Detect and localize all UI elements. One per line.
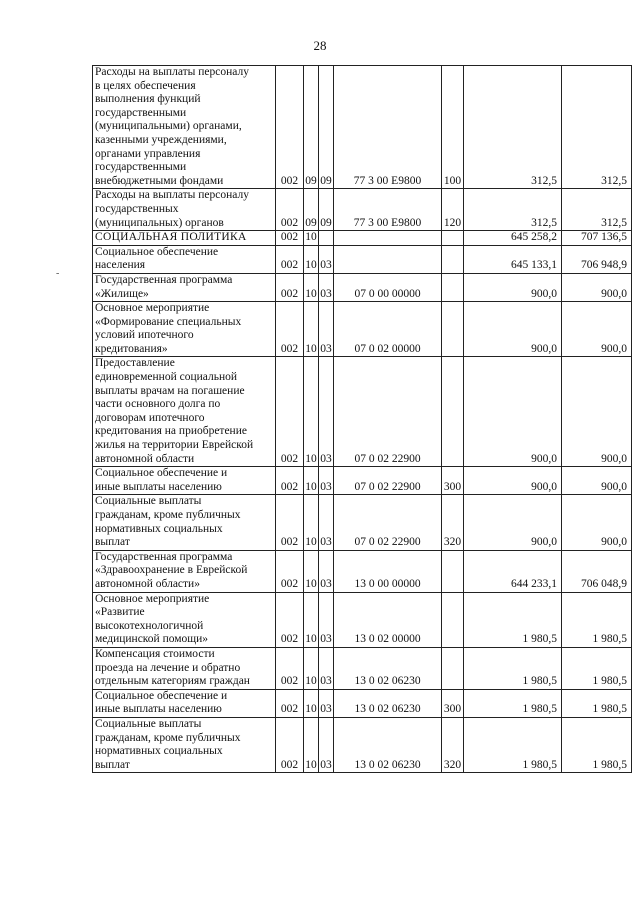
row-name: Расходы на выплаты персоналу в целях обеспечения выполнения функций государственными (муниципальными) органами, казенными учреждениями, органами управления государственными внебюджетными фондами — [93, 66, 276, 189]
ministry-code: 002 — [276, 550, 304, 592]
section-code: 10 — [304, 302, 319, 357]
ministry-code: 002 — [276, 66, 304, 189]
subsection-code: 09 — [319, 189, 334, 231]
target-article-code: 13 0 02 06230 — [334, 647, 442, 689]
expense-type-code: 120 — [442, 189, 464, 231]
row-name: Социальное обеспечение и иные выплаты населению — [93, 467, 276, 495]
expense-type-code — [442, 302, 464, 357]
row-name: Социальное обеспечение и иные выплаты населению — [93, 689, 276, 717]
table-row — [93, 717, 632, 772]
table-row — [93, 647, 632, 689]
amount-year-2: 1 980,5 — [562, 647, 632, 689]
target-article-code: 07 0 02 00000 — [334, 302, 442, 357]
amount-year-1: 644 233,1 — [464, 550, 562, 592]
row-name: Компенсация стоимости проезда на лечение и обратно отдельным категориям граждан — [93, 647, 276, 689]
amount-year-1: 900,0 — [464, 495, 562, 550]
row-name: Социальные выплаты гражданам, кроме публичных нормативных социальных выплат — [93, 495, 276, 550]
expense-type-code: 320 — [442, 717, 464, 772]
table-body — [93, 66, 632, 773]
target-article-code — [334, 245, 442, 273]
amount-year-1: 900,0 — [464, 357, 562, 467]
subsection-code: 03 — [319, 592, 334, 647]
expense-type-code: 300 — [442, 689, 464, 717]
subsection-code: 03 — [319, 245, 334, 273]
subsection-code: 03 — [319, 717, 334, 772]
expense-type-code: 320 — [442, 495, 464, 550]
row-name: Социальное обеспечение населения — [93, 245, 276, 273]
expense-type-code — [442, 647, 464, 689]
table-row — [93, 592, 632, 647]
amount-year-1: 645 133,1 — [464, 245, 562, 273]
ministry-code: 002 — [276, 689, 304, 717]
amount-year-2: 1 980,5 — [562, 689, 632, 717]
table-row — [93, 189, 632, 231]
amount-year-2: 900,0 — [562, 467, 632, 495]
target-article-code: 13 0 02 06230 — [334, 717, 442, 772]
subsection-code: 03 — [319, 357, 334, 467]
expense-type-code — [442, 245, 464, 273]
amount-year-2: 312,5 — [562, 189, 632, 231]
table-row — [93, 689, 632, 717]
target-article-code: 13 0 02 06230 — [334, 689, 442, 717]
amount-year-2: 900,0 — [562, 302, 632, 357]
row-name: Расходы на выплаты персоналу государственных (муниципальных) органов — [93, 189, 276, 231]
amount-year-2: 706 948,9 — [562, 245, 632, 273]
target-article-code — [334, 231, 442, 246]
ministry-code: 002 — [276, 647, 304, 689]
section-code: 10 — [304, 467, 319, 495]
amount-year-2: 706 048,9 — [562, 550, 632, 592]
ministry-code: 002 — [276, 717, 304, 772]
section-code: 10 — [304, 592, 319, 647]
row-name: Предоставление единовременной социальной выплаты врачам на погашение части основного долга по договорам ипотечного кредитования на приобретение жилья на территории Еврейской автономной области — [93, 357, 276, 467]
target-article-code: 07 0 00 00000 — [334, 273, 442, 301]
amount-year-2: 1 980,5 — [562, 717, 632, 772]
row-name: Государственная программа «Жилище» — [93, 273, 276, 301]
amount-year-1: 900,0 — [464, 273, 562, 301]
table-row — [93, 245, 632, 273]
table-row — [93, 357, 632, 467]
ministry-code: 002 — [276, 467, 304, 495]
amount-year-1: 900,0 — [464, 302, 562, 357]
section-code: 10 — [304, 231, 319, 246]
amount-year-2: 900,0 — [562, 495, 632, 550]
table-row — [93, 302, 632, 357]
amount-year-2: 707 136,5 — [562, 231, 632, 246]
subsection-code: 03 — [319, 467, 334, 495]
table-row — [93, 550, 632, 592]
section-code: 09 — [304, 66, 319, 189]
expense-type-code — [442, 273, 464, 301]
ministry-code: 002 — [276, 495, 304, 550]
subsection-code: 03 — [319, 273, 334, 301]
subsection-code — [319, 231, 334, 246]
amount-year-2: 900,0 — [562, 357, 632, 467]
amount-year-1: 1 980,5 — [464, 717, 562, 772]
subsection-code: 03 — [319, 647, 334, 689]
row-name: Государственная программа «Здравоохранение в Еврейской автономной области» — [93, 550, 276, 592]
ministry-code: 002 — [276, 231, 304, 246]
subsection-code: 03 — [319, 302, 334, 357]
table-row — [93, 273, 632, 301]
section-code: 10 — [304, 495, 319, 550]
row-name: Основное мероприятие «Формирование специальных условий ипотечного кредитования» — [93, 302, 276, 357]
section-code: 10 — [304, 245, 319, 273]
page-number: 28 — [313, 38, 327, 53]
target-article-code: 07 0 02 22900 — [334, 467, 442, 495]
section-code: 09 — [304, 189, 319, 231]
table-row — [93, 231, 632, 246]
budget-table — [92, 65, 632, 773]
subsection-code: 03 — [319, 495, 334, 550]
expense-type-code — [442, 550, 464, 592]
target-article-code: 77 3 00 Е9800 — [334, 66, 442, 189]
target-article-code: 13 0 02 00000 — [334, 592, 442, 647]
margin-mark: - — [56, 268, 60, 279]
subsection-code: 03 — [319, 689, 334, 717]
section-code: 10 — [304, 273, 319, 301]
amount-year-1: 1 980,5 — [464, 689, 562, 717]
expense-type-code — [442, 231, 464, 246]
amount-year-2: 312,5 — [562, 66, 632, 189]
amount-year-1: 312,5 — [464, 189, 562, 231]
section-code: 10 — [304, 550, 319, 592]
ministry-code: 002 — [276, 592, 304, 647]
expense-type-code — [442, 357, 464, 467]
ministry-code: 002 — [276, 189, 304, 231]
amount-year-1: 1 980,5 — [464, 592, 562, 647]
section-code: 10 — [304, 647, 319, 689]
target-article-code: 77 3 00 Е9800 — [334, 189, 442, 231]
ministry-code: 002 — [276, 302, 304, 357]
amount-year-2: 1 980,5 — [562, 592, 632, 647]
amount-year-1: 900,0 — [464, 467, 562, 495]
table-row — [93, 495, 632, 550]
table-row — [93, 66, 632, 189]
subsection-code: 03 — [319, 550, 334, 592]
amount-year-1: 645 258,2 — [464, 231, 562, 246]
section-code: 10 — [304, 717, 319, 772]
amount-year-2: 900,0 — [562, 273, 632, 301]
amount-year-1: 312,5 — [464, 66, 562, 189]
target-article-code: 07 0 02 22900 — [334, 495, 442, 550]
expense-type-code: 300 — [442, 467, 464, 495]
row-name: Основное мероприятие «Развитие высокотехнологичной медицинской помощи» — [93, 592, 276, 647]
ministry-code: 002 — [276, 357, 304, 467]
section-code: 10 — [304, 689, 319, 717]
row-name: Социальные выплаты гражданам, кроме публичных нормативных социальных выплат — [93, 717, 276, 772]
row-name: СОЦИАЛЬНАЯ ПОЛИТИКА — [93, 231, 276, 246]
target-article-code: 13 0 00 00000 — [334, 550, 442, 592]
amount-year-1: 1 980,5 — [464, 647, 562, 689]
target-article-code: 07 0 02 22900 — [334, 357, 442, 467]
expense-type-code — [442, 592, 464, 647]
expense-type-code: 100 — [442, 66, 464, 189]
ministry-code: 002 — [276, 273, 304, 301]
table-row — [93, 467, 632, 495]
subsection-code: 09 — [319, 66, 334, 189]
section-code: 10 — [304, 357, 319, 467]
ministry-code: 002 — [276, 245, 304, 273]
